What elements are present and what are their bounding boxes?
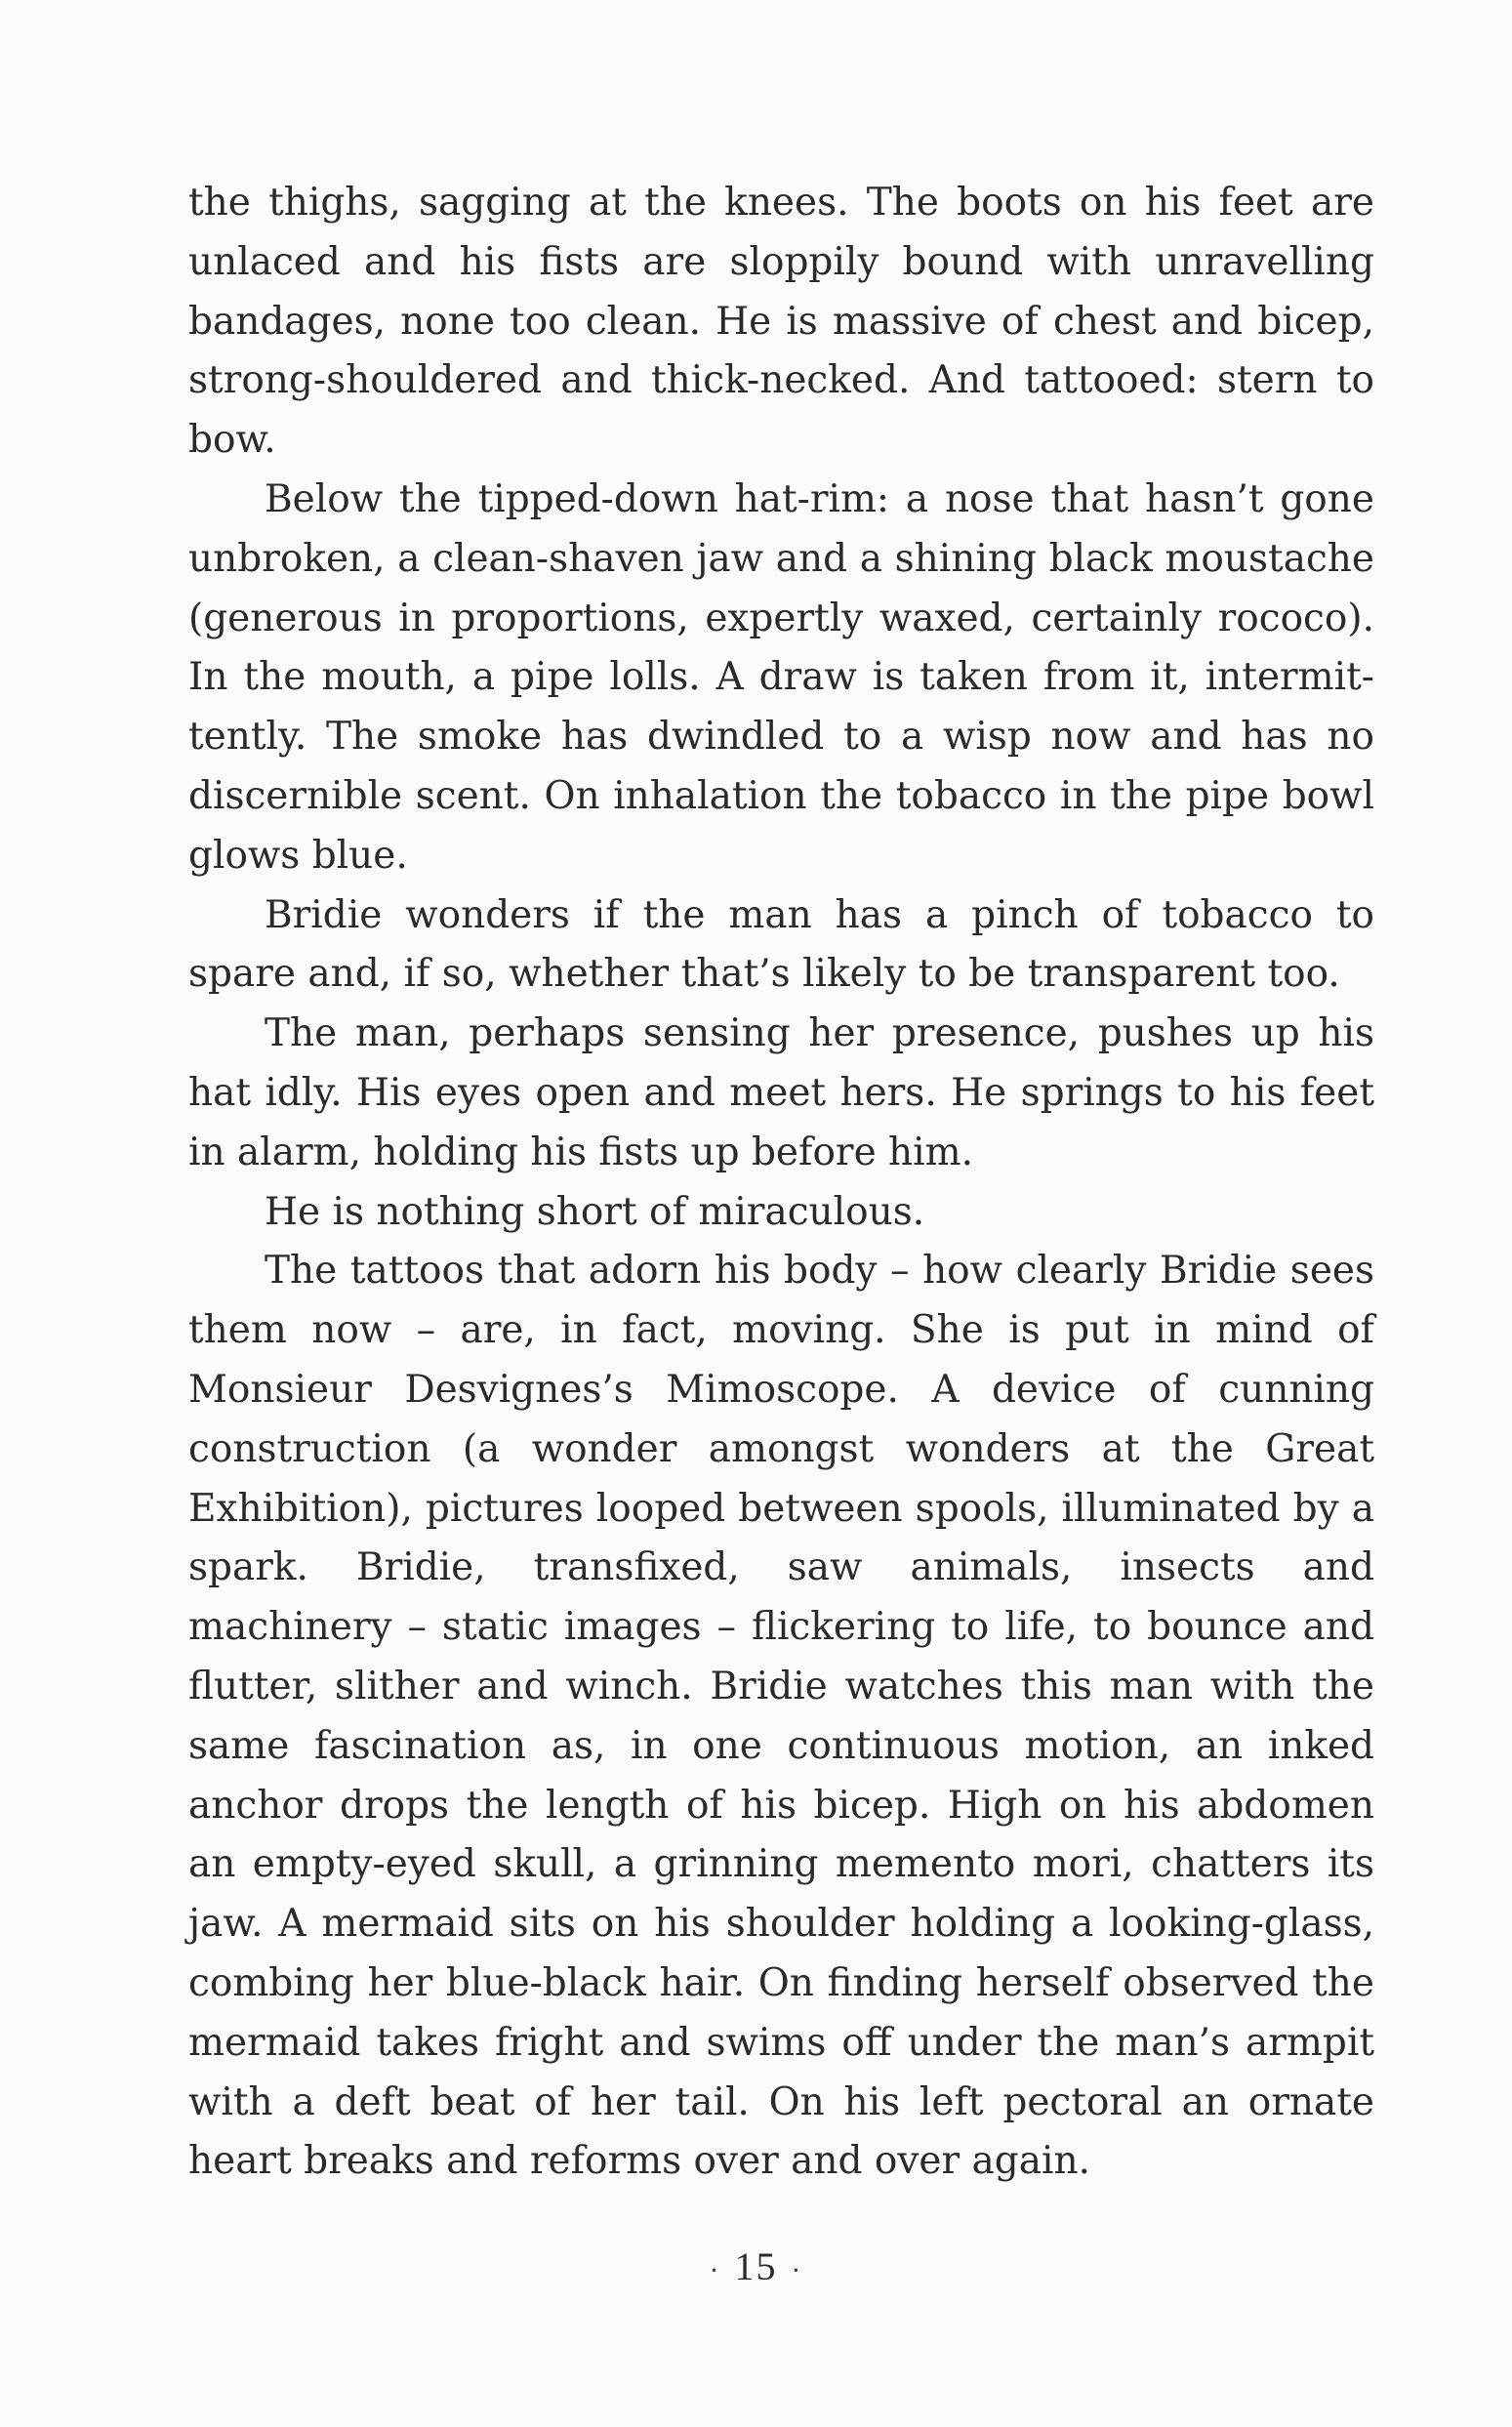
page-number-value: 15	[734, 2244, 778, 2288]
page-number-dot-left: ·	[709, 2253, 721, 2286]
paragraph-tattoos: The tattoos that adorn his body – how clearly Bridie sees them now – are, in fact, moving. She is put in mind of Monsieur Desvignes’s Mimoscope. A device of cunning construction (a wonder amongst wonders at the Great Exhibition), pictures looped between spools, illuminated by a spark. Bridie, transfixed, saw animals, insects and machinery – static images – flickering to life, to bounce and flutter, slither and winch. Bridie watches this man with the same fascination as, in one continuous motion, an inked anchor drops the length of his bicep. High on his abdomen an empty-eyed skull, a grinning memento mori, chatters its jaw. A mermaid sits on his shoulder holding a looking-glass, combing her blue-black hair. On finding herself observed the mermaid takes fright and swims off under the man’s armpit with a deft beat of her tail. On his left pectoral an ornate heart breaks and reforms over and over again.	[188, 1249, 1374, 2184]
paragraph-moustache: Below the tipped-down hat-rim: a nose that hasn’t gone unbroken, a clean-shaven jaw and a shining black moustache (generous in proportions, expertly waxed, certainly rococo). In the mouth, a pipe lolls. A draw is taken from it, intermit-tently. The smoke has dwindled to a wisp now and has no discernible scent. On inhalation the tobacco in the pipe bowl glows blue.	[188, 476, 1374, 878]
paragraph-man-wakes: The man, perhaps sensing her presence, pushes up his hat idly. His eyes open and meet hers. He springs to his feet in alarm, holding his fists up before him.	[188, 1011, 1374, 1174]
paragraph-tobacco: Bridie wonders if the man has a pinch of tobacco to spare and, if so, whether that’s likely to be transparent too.	[188, 892, 1374, 997]
paragraph-continuation: the thighs, sagging at the knees. The boots on his feet are unlaced and his fists are sloppily bound with unravelling bandages, none too clean. He is massive of chest and bicep, strong-shouldered and thick-necked. And tattooed: stern to bow.	[188, 181, 1374, 463]
page-number-dot-right: ·	[791, 2253, 803, 2286]
page-number	[0, 2243, 1512, 2289]
paragraph-miraculous: He is nothing short of miraculous.	[265, 1189, 925, 1234]
body-text	[188, 174, 1374, 2192]
